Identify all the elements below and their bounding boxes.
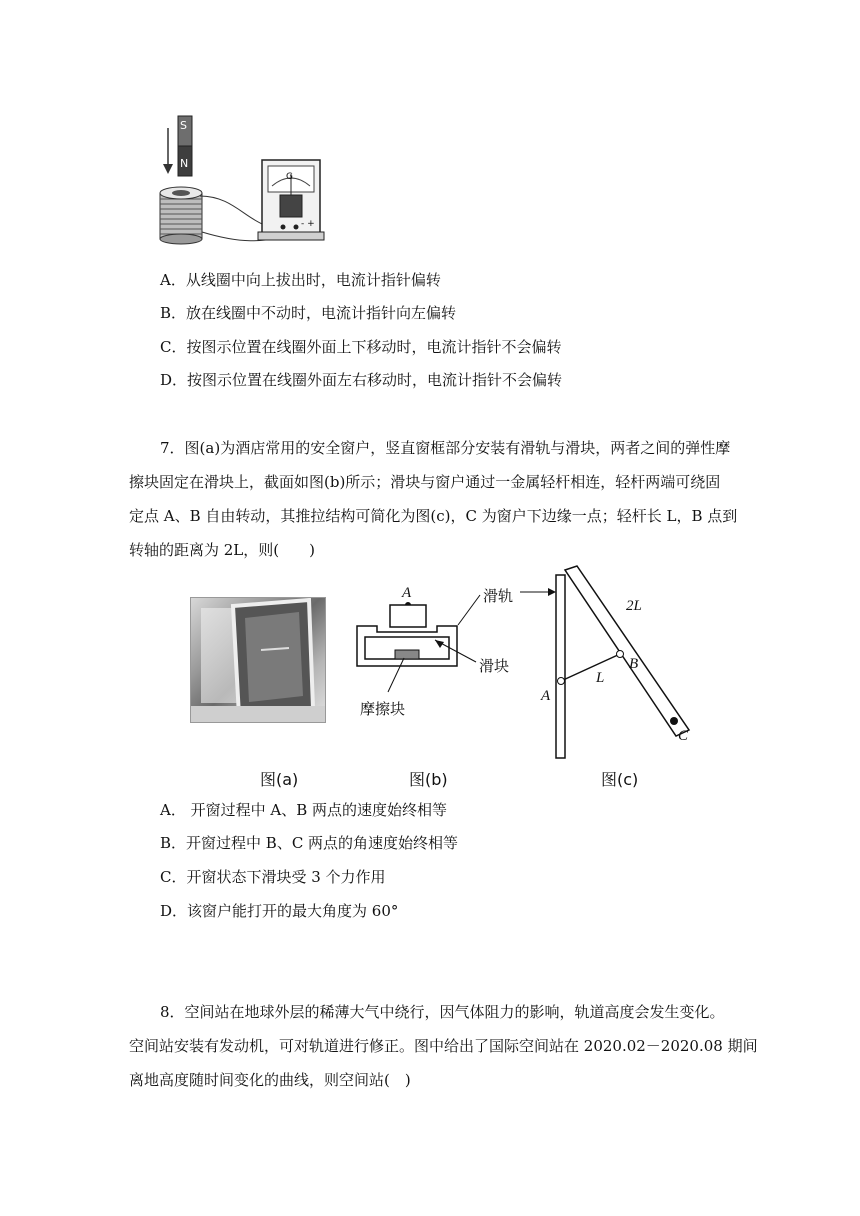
- fig-c-b-label: B: [629, 656, 639, 672]
- q7-stem-line-3: 定点 A、B 自由转动，其推拉结构可简化为图(c)，C 为窗户下边缘一点；轻杆长 L，B 点到: [129, 507, 738, 525]
- fig-c-l-label: L: [596, 670, 605, 686]
- coil-hole: [172, 190, 190, 196]
- fig-b-point-a: A: [402, 585, 412, 601]
- q8-stem-line-2: 空间站安装有发动机，可对轨道进行修正。图中给出了国际空间站在 2020.02－2020.08 期间: [129, 1037, 758, 1055]
- magnet-coil-galvanometer-figure: [0, 0, 860, 260]
- fig-b-slider-label: 滑块: [479, 657, 510, 675]
- q7-option-a: A． 开窗过程中 A、B 两点的速度始终相等: [160, 801, 447, 819]
- q6-option-c: C．按图示位置在线圈外面上下移动时，电流计指针不会偏转: [160, 338, 562, 356]
- coil-body: [160, 193, 202, 239]
- fig-c-2l-label: 2L: [626, 598, 642, 614]
- caption-c: 图(c): [601, 770, 639, 789]
- q8-stem-line-3: 离地高度随时间变化的曲线，则空间站( ): [129, 1071, 411, 1089]
- caption-b: 图(b): [409, 770, 448, 789]
- point-c-dot: [670, 717, 678, 725]
- magnet-n-label: N: [180, 157, 189, 170]
- pivot-a: [558, 678, 565, 685]
- galvanometer-base: [258, 232, 324, 240]
- pivot-b: [617, 651, 624, 658]
- motion-arrow-head: [163, 164, 173, 174]
- q7-option-b: B．开窗过程中 B、C 两点的角速度始终相等: [160, 834, 459, 852]
- galvanometer-g-label: G: [286, 172, 293, 182]
- q7-stem-line-2: 擦块固定在滑块上，截面如图(b)所示；滑块与窗户通过一金属轻杆相连，轻杆两端可绕固: [129, 473, 721, 491]
- q7-option-d: D．该窗户能打开的最大角度为 60°: [160, 902, 399, 920]
- fig-b-friction-label: 摩擦块: [360, 700, 406, 718]
- coil-bottom: [160, 234, 202, 244]
- window-sash: [565, 566, 689, 736]
- q7-stem-line-4: 转轴的距离为 2L，则( ): [129, 541, 315, 559]
- fig-c-c-label: C: [678, 728, 689, 744]
- terminals-label: - +: [301, 219, 315, 229]
- q6-option-d: D．按图示位置在线圈外面左右移动时，电流计指针不会偏转: [160, 371, 563, 389]
- fig-b-rail-label: 滑轨: [483, 587, 514, 605]
- q6-option-b: B．放在线圈中不动时，电流计指针向左偏转: [160, 304, 457, 322]
- link-rod: [561, 654, 620, 681]
- terminal-plus: [294, 225, 299, 230]
- q8-stem-line-1: 8．空间站在地球外层的稀薄大气中绕行，因气体阻力的影响，轨道高度会发生变化。: [160, 1003, 725, 1021]
- q7-stem-line-1: 7．图(a)为酒店常用的安全窗户，竖直窗框部分安装有滑轨与滑块，两者之间的弹性摩: [160, 439, 731, 457]
- fig-c-a-label: A: [541, 688, 551, 704]
- window-mechanism-diagram: [0, 560, 860, 780]
- vertical-frame: [556, 575, 565, 758]
- galvanometer-core: [280, 195, 302, 217]
- q6-option-a: A．从线圈中向上拔出时，电流计指针偏转: [160, 271, 441, 289]
- terminal-minus: [281, 225, 286, 230]
- q7-option-c: C．开窗状态下滑块受 3 个力作用: [160, 868, 386, 886]
- caption-a: 图(a): [260, 770, 299, 789]
- magnet-s-label: S: [180, 119, 187, 132]
- rail-arrow-head: [548, 588, 556, 596]
